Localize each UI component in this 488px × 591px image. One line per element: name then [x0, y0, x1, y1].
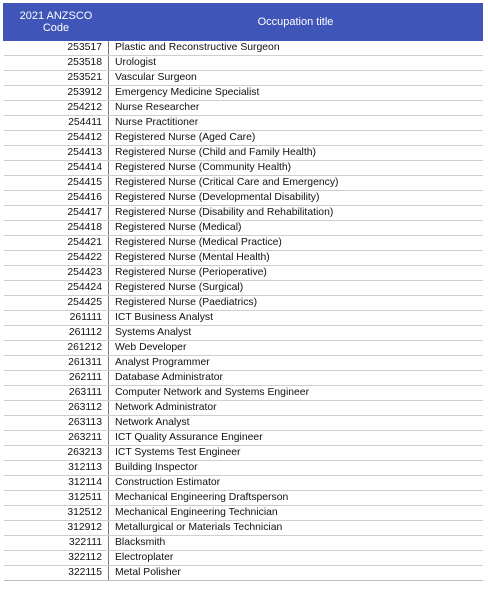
occupation-title-cell: Network Analyst	[109, 416, 483, 431]
table-row	[4, 281, 483, 296]
occupation-title-cell: Mechanical Engineering Draftsperson	[109, 491, 483, 506]
code-cell: 322112	[4, 551, 109, 566]
code-cell: 263112	[4, 401, 109, 416]
occupation-title-cell: Metallurgical or Materials Technician	[109, 521, 483, 536]
table-row	[4, 386, 483, 401]
table-body	[4, 41, 483, 581]
table-row	[4, 416, 483, 431]
table-row	[4, 296, 483, 311]
code-cell: 254414	[4, 161, 109, 176]
code-cell: 261112	[4, 326, 109, 341]
table-row	[4, 146, 483, 161]
code-cell: 254413	[4, 146, 109, 161]
table-row	[4, 266, 483, 281]
table-row	[4, 191, 483, 206]
table-row	[4, 371, 483, 386]
occupation-title-cell: Emergency Medicine Specialist	[109, 86, 483, 101]
occupation-title-cell: Database Administrator	[109, 371, 483, 386]
occupation-title-cell: Registered Nurse (Developmental Disability)	[109, 191, 483, 206]
title-column-header: Occupation title	[109, 4, 483, 41]
table-row	[4, 551, 483, 566]
table-row	[4, 356, 483, 371]
table-row	[4, 116, 483, 131]
occupation-title-cell: Web Developer	[109, 341, 483, 356]
code-cell: 263111	[4, 386, 109, 401]
table-header-row	[4, 4, 483, 41]
occupation-title-cell: Registered Nurse (Paediatrics)	[109, 296, 483, 311]
code-cell: 312113	[4, 461, 109, 476]
code-cell: 254212	[4, 101, 109, 116]
occupation-title-cell: Metal Polisher	[109, 566, 483, 581]
occupation-table-container	[3, 3, 483, 581]
occupation-title-cell: Building Inspector	[109, 461, 483, 476]
occupation-title-cell: Systems Analyst	[109, 326, 483, 341]
occupation-title-cell: Registered Nurse (Medical Practice)	[109, 236, 483, 251]
occupation-title-cell: Nurse Researcher	[109, 101, 483, 116]
code-cell: 253521	[4, 71, 109, 86]
occupation-title-cell: Plastic and Reconstructive Surgeon	[109, 41, 483, 56]
table-row	[4, 41, 483, 56]
code-cell: 261311	[4, 356, 109, 371]
occupation-title-cell: Electroplater	[109, 551, 483, 566]
code-cell: 262111	[4, 371, 109, 386]
table-row	[4, 536, 483, 551]
code-cell: 312912	[4, 521, 109, 536]
occupation-title-cell: ICT Systems Test Engineer	[109, 446, 483, 461]
occupation-title-cell: ICT Business Analyst	[109, 311, 483, 326]
occupation-title-cell: Registered Nurse (Aged Care)	[109, 131, 483, 146]
table-row	[4, 326, 483, 341]
table-row	[4, 131, 483, 146]
table-row	[4, 506, 483, 521]
code-cell: 254415	[4, 176, 109, 191]
table-row	[4, 341, 483, 356]
occupation-title-cell: Registered Nurse (Perioperative)	[109, 266, 483, 281]
code-cell: 312114	[4, 476, 109, 491]
occupation-title-cell: Registered Nurse (Surgical)	[109, 281, 483, 296]
code-cell: 253517	[4, 41, 109, 56]
table-row	[4, 401, 483, 416]
occupation-title-cell: Computer Network and Systems Engineer	[109, 386, 483, 401]
occupation-title-cell: Registered Nurse (Critical Care and Emergency)	[109, 176, 483, 191]
table-row	[4, 251, 483, 266]
occupation-title-cell: Blacksmith	[109, 536, 483, 551]
table-row	[4, 221, 483, 236]
code-cell: 254417	[4, 206, 109, 221]
code-cell: 263113	[4, 416, 109, 431]
code-column-header	[4, 4, 109, 41]
code-cell: 254423	[4, 266, 109, 281]
table-row	[4, 491, 483, 506]
occupation-title-cell: Registered Nurse (Disability and Rehabilitation)	[109, 206, 483, 221]
table-row	[4, 176, 483, 191]
occupation-title-cell: Urologist	[109, 56, 483, 71]
code-cell: 254418	[4, 221, 109, 236]
code-cell: 254424	[4, 281, 109, 296]
code-cell: 312511	[4, 491, 109, 506]
table-row	[4, 446, 483, 461]
code-cell: 322115	[4, 566, 109, 581]
code-cell: 322111	[4, 536, 109, 551]
table-row	[4, 311, 483, 326]
code-cell: 261111	[4, 311, 109, 326]
code-cell: 263213	[4, 446, 109, 461]
table-row	[4, 161, 483, 176]
table-row	[4, 431, 483, 446]
occupation-title-cell: Registered Nurse (Mental Health)	[109, 251, 483, 266]
occupation-title-cell: Registered Nurse (Medical)	[109, 221, 483, 236]
occupation-title-cell: Analyst Programmer	[109, 356, 483, 371]
table-row	[4, 236, 483, 251]
occupation-title-cell: Registered Nurse (Community Health)	[109, 161, 483, 176]
occupation-title-cell: Vascular Surgeon	[109, 71, 483, 86]
code-cell: 253912	[4, 86, 109, 101]
code-cell: 254412	[4, 131, 109, 146]
code-cell: 253518	[4, 56, 109, 71]
code-header-line1: 2021 ANZSCO	[19, 10, 93, 22]
table-row	[4, 521, 483, 536]
table-row	[4, 566, 483, 581]
occupation-title-cell: Construction Estimator	[109, 476, 483, 491]
occupation-title-cell: Network Administrator	[109, 401, 483, 416]
occupation-title-cell: Mechanical Engineering Technician	[109, 506, 483, 521]
code-cell: 254421	[4, 236, 109, 251]
occupation-title-cell: Nurse Practitioner	[109, 116, 483, 131]
code-header-line2: Code	[42, 22, 70, 34]
table-row	[4, 56, 483, 71]
occupation-title-cell: ICT Quality Assurance Engineer	[109, 431, 483, 446]
table-row	[4, 206, 483, 221]
table-row	[4, 101, 483, 116]
table-row	[4, 476, 483, 491]
code-cell: 254425	[4, 296, 109, 311]
occupation-table	[3, 3, 483, 581]
code-cell: 312512	[4, 506, 109, 521]
code-cell: 254422	[4, 251, 109, 266]
code-cell: 254416	[4, 191, 109, 206]
table-row	[4, 71, 483, 86]
code-cell: 254411	[4, 116, 109, 131]
code-cell: 263211	[4, 431, 109, 446]
occupation-title-cell: Registered Nurse (Child and Family Health)	[109, 146, 483, 161]
code-cell: 261212	[4, 341, 109, 356]
table-row	[4, 461, 483, 476]
table-row	[4, 86, 483, 101]
